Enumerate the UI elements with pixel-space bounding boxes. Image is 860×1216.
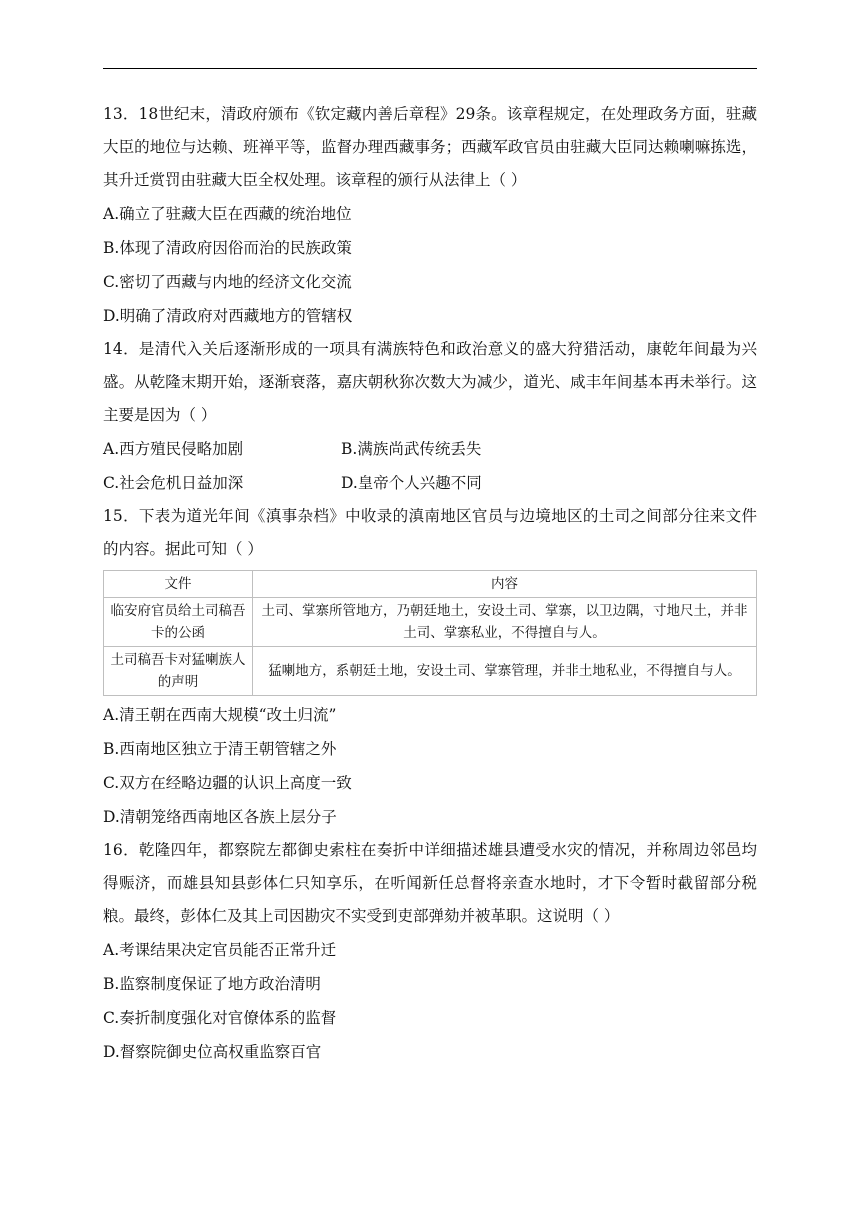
header-rule — [103, 68, 757, 69]
option-b: B.满族尚武传统丢失 — [341, 440, 482, 458]
table-cell: 土司、掌寨所管地方，乃朝廷地土，安设土司、掌寨，以卫边隅，寸地尺土，并非土司、掌寨私业，不得擅自与人。 — [253, 598, 757, 647]
option-b: B.体现了清政府因俗而治的民族政策 — [103, 239, 352, 257]
option-c: C.奏折制度强化对官僚体系的监督 — [103, 1009, 337, 1027]
option-c: C.社会危机日益加深 — [103, 474, 244, 492]
document-table — [103, 570, 757, 696]
table-cell: 临安府官员给土司稿吾卡的公函 — [104, 598, 253, 647]
option-b: B.西南地区独立于清王朝管辖之外 — [103, 740, 337, 758]
question-stem: 15．下表为道光年间《滇事杂档》中收录的滇南地区官员与边境地区的土司之间部分往来文件的内容。据此可知（ ） — [103, 507, 757, 558]
table-row — [104, 598, 757, 647]
option-d: D.清朝笼络西南地区各族上层分子 — [103, 808, 337, 826]
option-c: C.双方在经略边疆的认识上高度一致 — [103, 774, 352, 792]
question-15 — [103, 500, 757, 834]
document-body — [103, 98, 757, 1069]
option-b: B.监察制度保证了地方政治清明 — [103, 975, 321, 993]
question-16 — [103, 834, 757, 1069]
options-row — [103, 432, 757, 466]
table-header-cell: 内容 — [253, 571, 757, 598]
table-header-row — [104, 571, 757, 598]
table-cell: 猛喇地方，系朝廷土地，安设土司、掌寨管理，并非土地私业，不得擅自与人。 — [253, 647, 757, 696]
option-a: A.清王朝在西南大规模“改土归流” — [103, 706, 337, 724]
option-d: D.督察院御史位高权重监察百官 — [103, 1043, 322, 1061]
options-row — [103, 466, 757, 500]
option-a: A.西方殖民侵略加剧 — [103, 440, 244, 458]
question-stem: 13．18世纪末，清政府颁布《钦定藏内善后章程》29条。该章程规定，在处理政务方面，驻藏大臣的地位与达赖、班禅平等，监督办理西藏事务；西藏军政官员由驻藏大臣同达赖喇嘛拣选，其升迁赏罚由驻藏大臣全权处理。该章程的颁行从法律上（ ） — [103, 105, 757, 189]
question-stem: 16．乾隆四年，都察院左都御史索柱在奏折中详细描述雄县遭受水灾的情况，并称周边邻邑均得赈济，而雄县知县彭体仁只知享乐，在听闻新任总督将亲查水地时，才下令暂时截留部分税粮。最终，彭体仁及其上司因勘灾不实受到吏部弹劾并被革职。这说明（ ） — [103, 841, 757, 925]
option-c: C.密切了西藏与内地的经济文化交流 — [103, 273, 352, 291]
question-13 — [103, 98, 757, 333]
option-a: A.确立了驻藏大臣在西藏的统治地位 — [103, 205, 352, 223]
table-row — [104, 647, 757, 696]
question-stem: 14．是清代入关后逐渐形成的一项具有满族特色和政治意义的盛大狩猎活动，康乾年间最为兴盛。从乾隆末期开始，逐渐衰落，嘉庆朝秋狝次数大为减少，道光、咸丰年间基本再未举行。这主要是因为（ ） — [103, 340, 757, 424]
option-d: D.皇帝个人兴趣不同 — [341, 474, 482, 492]
table-cell: 土司稿吾卡对猛喇族人的声明 — [104, 647, 253, 696]
option-d: D.明确了清政府对西藏地方的管辖权 — [103, 307, 353, 325]
question-14 — [103, 333, 757, 500]
table-header-cell: 文件 — [104, 571, 253, 598]
option-a: A.考课结果决定官员能否正常升迁 — [103, 941, 337, 959]
